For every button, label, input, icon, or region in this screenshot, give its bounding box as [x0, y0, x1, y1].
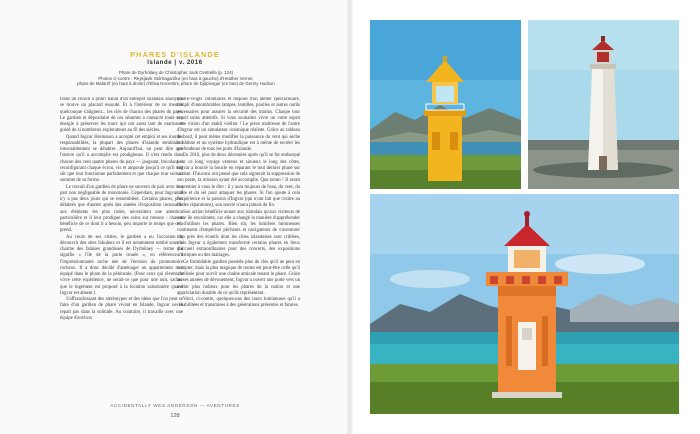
paragraph: Dans un recoin a priori banal d'un entrepôt islandais anonyme se trouve un placard essouté. Et à l'intérieur de ce meuble quelconque s'alignent... les clés de chacun des phares du pays. Le gardien et dépositaire de ces sésames a consacré toute son énergie à préserver les tours qui ont aussi tant de marins et guidé de si nombreux explorateurs au fil des siècles.	[60, 97, 183, 134]
right-page	[350, 0, 700, 434]
lighthouse-djupivogur-orange-photo	[370, 194, 679, 414]
paragraph: quatre-vingts volontaires et dispose d'un atelier spectaculaire, rempli d'innombrables lampes, lentilles, poulies et autres outils nécessaires pour assurer la sécurité des marins. Chaque tour reçoit soins attentifs. Si vous souhaitez vivre un votre esprit cette vision d'un établi vieillot ! Le pièce maîtresse de l'antre d'Ingvar est un simulateur océanique réaliste. Grâce au tableau de bord, il peut même modifier la puissance du vent qui sèche la bâtisse et un système hydraulique est à même de recréer les profondeurs de tous les ports d'Islande.	[177, 97, 300, 152]
photo-credits	[76, 70, 276, 87]
credit-line: Phare de Dyrhólaey de Christopher Jack Centrella (p. 124)	[118, 70, 234, 75]
paragraph: En 2016, plus de deux décennies après qu'il se fut embarqué pour ce long voyage venteux et sinueux le long des côtes, Ingvar a bouclé la boucle en réparant le tout dernier phare sur sa liste. D'aucuns ont pensé que cela signerait la suppression de son poste, la mission ayant été accomplie. Que nenni ! Il serait le premier à vous le dire : il y aura toujours de l'eau, du vent, du sable et du sel pour attaquer les phares. Si l'on ajoute à cela l'expérience et la passion d'Ingvar (qui n'ont fait que croître au fil des réparations), son œuvre n'aura jamais de fin.	[177, 153, 300, 209]
text-column-1	[60, 97, 183, 397]
article-title: PHARES D'ISLANDE	[130, 50, 220, 59]
paragraph: Voici, ci-contre, quelques-uns des tours lumineuses qu'il a réhabilitées et transmises à des générations présentes et futures.	[177, 297, 300, 309]
paragraph: Ce formidable gardien possède plus de clés qu'il ne peut en compter, mais la plus magique de toutes est peut-être celle qu'il a utilisée pour ouvrir une chaîne amicale tenant le phare. Grâce au ses années de dévouement, Ingvar a ouvert une porte vers un avenir plus radieux pour les phares de la nation et une appréciation durable de ce qu'ils représentent.	[177, 259, 300, 296]
lighthouse-reykjavik-yellow-photo	[370, 20, 521, 189]
credit-line: phare de Malarrif (en haut à droite) d'Elisa Nocentini, phare de Djúpivogur (en bas) de Gentry Hudson	[77, 81, 275, 87]
paragraph: Son action bénéficie autant aux islandais qu'aux visiteurs de cette île envoûtante, car elle a changé la manière d'appréhender et d'utiliser les phares. Bien sûr, les lumières lumineuses continuent d'empêcher pêcheurs et navigateurs de s'aventurer trop près des écueils dont les côtes islandaises sont criblées, mais Ingvar a également transformé certains phares en lieux d'accueil extraordinaires pour des concerts, des expositions artistiques ou des mariages.	[177, 209, 300, 259]
running-footer: ACCIDENTALLY WES ANDERSON — AVENTURES	[110, 403, 240, 408]
paragraph: Le travail d'un gardien de phare ne souvent de pair avec une part non négligeable de monotonie. Cependant, pour Ingvar, il n'y a pas deux jours qui se ressemblent. Certains phares, plus délabrés que d'autres après des années d'exposition incessante aux éléments les plus rudes, nécessitent une attention particulière et il leur prodigue des soins sur mesure : chacun bénéficie de ce dont il a besoin, peu importe le temps que cela prend.	[60, 184, 183, 234]
credit-line: Photos ci-contre : Reykjavik Stórhagariður (en haut à gauche) d'Heather Verner,	[98, 75, 254, 81]
text-column-2	[177, 97, 300, 397]
paragraph: S'affranchissant des stéréotypes et des idées que l'on peut se faire d'un gardien de phare vivant en Islande, Ingvar ne se repaît pas dans la solitude. Au contraire, il travaille avec une équipe d'environ	[60, 297, 183, 321]
lighthouse-malarrif-white-photo	[528, 20, 679, 189]
article-subtitle: Islande | v. 2016	[147, 60, 203, 66]
page-number: 128	[170, 413, 180, 419]
paragraph: Au cours de ses visites, le gardien a eu l'occasion de découvrir des sites fabuleux et il est notamment tombé sous le charme des falaises grandioses de Dyrhólaey — terme qui signifie « l'île de la porte trouée », en référence à l'impressionnante arche née de l'érosion du promontoire rocheux. Il a donc décidé d'aménager un appartement tout équipé dans le phare de la péninsule. (Pour ceux qui rêvent de vivre cette expérience, ne serait-ce que pour une nuit, sachez que le logement est proposé à la location saisonnière quand Ingvar est absent.)	[60, 234, 183, 296]
paragraph: Quand Ingvar Hreinsson a accepté cet emploi et ses lourdes responsabilités, la plupart des phares d'Islande semblaient inexorablement se délabrer. Aujourd'hui, on peut dire que l'œuvre qu'il a accomplie est prodigieuse. Il s'est rendu dans chacun des cent quatre phares du pays — jaugeant, bricolant et reconfigurant chaque écrou, vis et ampoule jusqu'à ce qu'il soit sûr que tout fonctionne parfaitement et que chaque tour soit au sommet de sa forme.	[60, 134, 183, 184]
page-gutter	[346, 0, 354, 434]
